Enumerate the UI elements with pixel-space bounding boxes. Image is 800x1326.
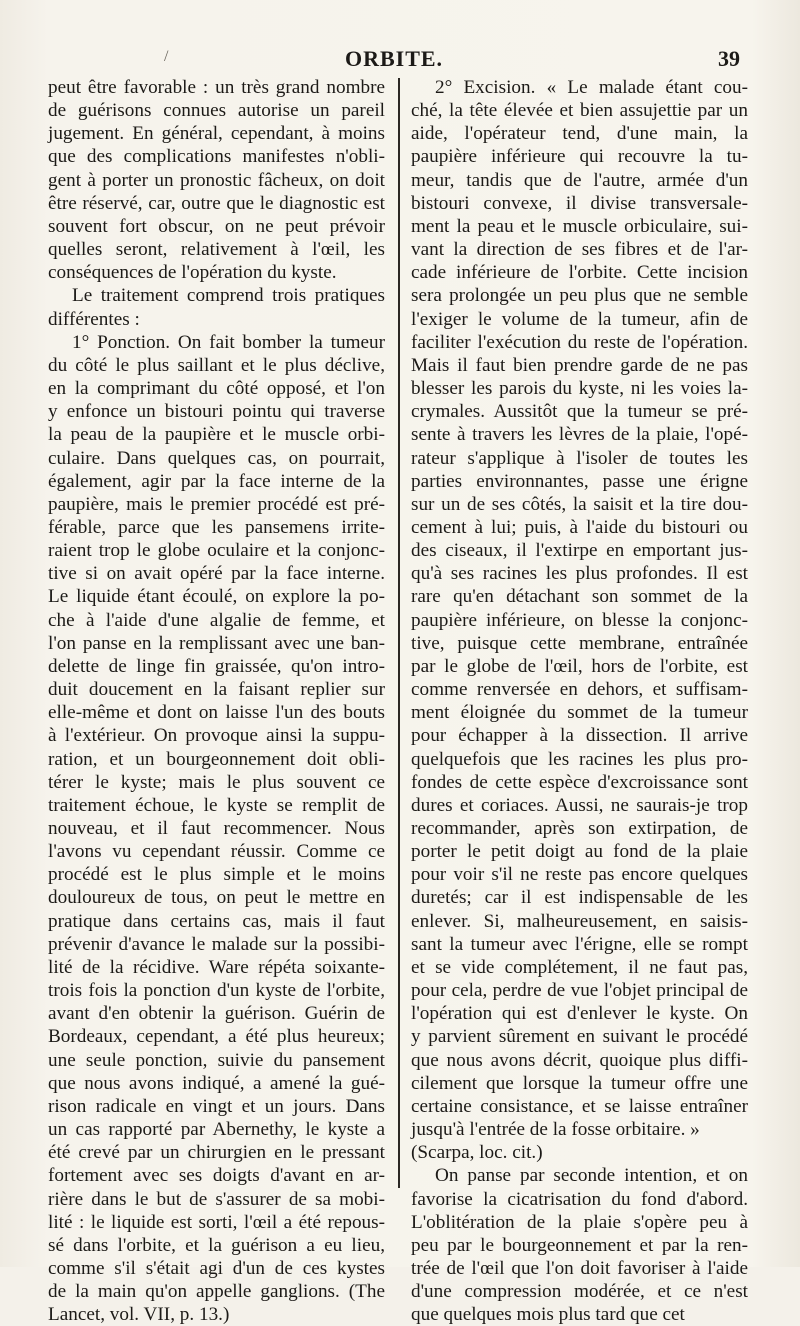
text-line: que quelques mois plus tard que cet: [411, 1304, 685, 1326]
text-line: bistouri convexe, il divise transversale-: [411, 192, 748, 214]
text-line: conséquences de l'opération du kyste.: [48, 262, 337, 284]
text-line: jusqu'à l'entrée de la fosse orbitaire. »: [411, 1119, 700, 1141]
text-line: en la comprimant du côté opposé, et l'on: [48, 378, 385, 400]
text-line: que nous avons indiqué, a amené la gué-: [48, 1072, 385, 1094]
text-line: tive si on avait opéré par la face interne.: [48, 563, 385, 585]
text-line: par le globe de l'œil, hors de l'orbite, est: [411, 655, 748, 677]
text-line: On panse par seconde intention, et on: [435, 1165, 748, 1187]
text-line: (Scarpa, loc. cit.): [411, 1142, 543, 1164]
text-line: y parvient sûrement en suivant le procédé: [411, 1026, 748, 1048]
text-line: rison radicale en vingt et un jours. Dans: [48, 1095, 385, 1117]
text-line: l'exiger le volume de la tumeur, afin de: [411, 308, 748, 330]
text-line: rateur s'applique à l'isoler de toutes les: [411, 447, 748, 469]
text-line: pour cela, perdre de vue l'objet principal de: [411, 980, 748, 1002]
text-line: pour échapper à la dissection. Il arrive: [411, 725, 748, 747]
text-line: peu par le bourgeonnement et par la ren-: [411, 1234, 748, 1256]
text-line: qu'à ses racines les plus profondes. Il est: [411, 563, 748, 585]
text-line: crymales. Aussitôt que la tumeur se pré-: [411, 401, 748, 423]
column-divider-rule: [398, 78, 400, 1188]
text-line: Mais il faut bien prendre garde de ne pas: [411, 354, 748, 376]
text-line: paupière inférieure, on blesse la conjonc-: [411, 609, 748, 631]
text-line: Le traitement comprend trois pratiques: [72, 285, 385, 307]
text-line: Bordeaux, cependant, a été plus heureux;: [48, 1026, 385, 1048]
text-line: traitement échoue, le kyste se remplit de: [48, 794, 385, 816]
text-line: d'une compression modérée, et ce n'est: [411, 1281, 748, 1303]
text-line: paupière, mais le premier procédé est pré-: [48, 493, 385, 515]
text-line: procédé est le plus simple et le moins: [48, 864, 385, 886]
text-line: la peau de la paupière et le muscle orbi-: [48, 424, 385, 446]
text-line: nouveau, et il faut recommencer. Nous: [48, 818, 385, 839]
text-line: ment éloignée du sommet de la tumeur: [411, 702, 748, 724]
text-line: férable, parce que les pansemens irrite-: [48, 516, 385, 538]
text-line: che à l'aide d'une algalie de femme, et: [48, 609, 385, 631]
text-line: et se vide complétement, il ne faut pas,: [411, 956, 748, 978]
text-line: Le liquide étant écoulé, on explore la po-: [48, 586, 385, 608]
text-line: cilement que lorsque la tumeur offre une: [411, 1072, 748, 1094]
text-line: culaire. Dans quelques cas, on pourrait,: [48, 447, 385, 469]
text-line: prévenir d'avance le malade sur la possibi-: [48, 933, 385, 955]
text-line: comme s'il s'était agi d'un de ces kystes: [48, 1257, 385, 1279]
text-line: du côté le plus saillant et le plus déclive,: [48, 354, 385, 376]
text-line: des ciseaux, il l'extirpe en emportant jus-: [411, 540, 748, 562]
text-line: paupière inférieure qui recouvre la tu-: [411, 146, 748, 168]
text-line: 1° Ponction. On fait bomber la tumeur: [72, 331, 385, 353]
text-line: y enfonce un bistouri pointu qui traverse: [48, 401, 385, 423]
text-line: ration, et un bourgeonnement doit obli-: [48, 748, 385, 770]
text-line: quelles seront, relativement à l'œil, les: [48, 239, 385, 261]
text-line: trée de l'œil que l'on doit favoriser à l'aide: [411, 1257, 748, 1279]
text-line: de la main qu'on appelle ganglions. (The: [48, 1281, 385, 1303]
text-line: meur, tandis que de l'autre, armée d'un: [411, 169, 748, 191]
text-line: l'avons vu cependant réussir. Comme ce: [48, 841, 385, 863]
text-line: lité de la récidive. Ware répéta soixante-: [48, 956, 385, 978]
text-line: porter le petit doigt au fond de la plaie: [411, 841, 748, 863]
text-line: être réservé, car, outre que le diagnostic est: [48, 192, 385, 214]
text-line: souvent fort obscur, on ne peut prévoir: [48, 215, 385, 237]
text-line: raient trop le globe oculaire et la conjonc-: [48, 540, 385, 562]
text-line: faciliter l'exécution du reste de l'opération.: [411, 331, 748, 353]
text-line: L'oblitération de la plaie s'opère peu à: [411, 1211, 748, 1233]
text-line: cement à lui; puis, à l'aide du bistouri ou: [411, 516, 748, 538]
text-line: l'on panse en la remplissant avec une ban-: [48, 632, 385, 654]
left-text-column: [48, 76, 385, 1326]
text-line: un cas rapporté par Abernethy, le kyste a: [48, 1119, 385, 1141]
text-line: rare qu'en détachant son sommet de la: [411, 586, 748, 608]
text-line: comme renversée en dehors, et suffisam-: [411, 679, 748, 701]
text-line: que nous avons décrit, quoique plus diffi-: [411, 1049, 748, 1071]
text-line: différentes :: [48, 308, 140, 330]
text-line: sera prolongée un peu plus que ne semble: [411, 285, 748, 307]
text-line: blesser les parois du kyste, ni les voies la-: [411, 378, 748, 400]
right-text-column: [411, 76, 748, 1326]
page-number: 39: [718, 46, 740, 71]
text-line: delette de linge fin graissée, qu'on intro-: [48, 655, 385, 677]
text-line: dures et coriaces. Aussi, ne saurais-je trop: [411, 794, 748, 816]
text-line: été crevé par un chirurgien en le pressant: [48, 1142, 385, 1164]
text-line: duretés; car il est indispensable de les: [411, 887, 748, 909]
text-line: ment la peau et le muscle orbiculaire, sui-: [411, 215, 748, 237]
text-line: elle-même et dont on laisse l'un des bouts: [48, 702, 385, 724]
text-line: ché, la tête élevée et bien assujettie par un: [411, 100, 748, 122]
text-line: vant la direction de ses fibres et de l'ar-: [411, 239, 748, 261]
text-line: également, agir par la face interne de la: [48, 470, 385, 492]
text-line: fortement avec ses doigts d'avant en ar-: [48, 1165, 385, 1187]
text-line: douloureux de tous, on peut le mettre en: [48, 887, 385, 909]
text-line: jugement. En général, cependant, à moins: [48, 123, 385, 145]
text-line: de guérisons connues autorise un pareil: [48, 100, 385, 122]
text-line: cade inférieure de l'orbite. Cette incision: [411, 262, 748, 284]
text-line: peut être favorable : un très grand nombre: [48, 77, 385, 98]
text-line: 2° Excision. « Le malade étant cou-: [435, 77, 748, 98]
text-line: rière dans le but de s'assurer de sa mobi-: [48, 1188, 385, 1210]
text-line: sé dans l'orbite, et la guérison a eu lieu,: [48, 1234, 385, 1256]
text-line: recommander, après son extirpation, de: [411, 818, 748, 839]
text-line: duit doucement en la faisant replier sur: [48, 679, 385, 701]
text-line: fondes de cette espèce d'excroissance sont: [411, 771, 748, 793]
text-line: térer le kyste; mais le plus souvent ce: [48, 771, 385, 793]
text-line: enlever. Si, malheureusement, en saisis-: [411, 910, 748, 932]
text-line: aide, l'opérateur tend, d'une main, la: [411, 123, 748, 145]
text-line: l'opération qui est d'enlever le kyste. On: [411, 1003, 748, 1025]
text-line: que des complications manifestes n'obli-: [48, 146, 385, 168]
text-line: sente à travers les lèvres de la plaie, l'opé-: [411, 424, 748, 446]
text-line: tive, puisque cette membrane, entraînée: [411, 632, 748, 654]
text-line: sur un de ses côtés, la saisit et la tire dou-: [411, 493, 748, 515]
running-header: [48, 38, 740, 72]
text-line: quelquefois que les racines les plus pro-: [411, 748, 748, 770]
text-line: une seule ponction, suivie du pansement: [48, 1049, 385, 1071]
text-line: sant la tumeur avec l'érigne, elle se rompt: [411, 933, 748, 955]
stray-mark: /: [164, 48, 169, 65]
text-line: gent à porter un pronostic fâcheux, on doit: [48, 169, 385, 191]
text-line: pour voir s'il ne reste pas encore quelques: [411, 864, 748, 886]
text-line: certaine consistance, et se laisse entraîner: [411, 1095, 748, 1117]
running-title: ORBITE.: [344, 46, 444, 71]
text-line: pratique dans certains cas, mais il faut: [48, 910, 385, 932]
text-line: avant d'en obtenir la guérison. Guérin de: [48, 1003, 385, 1025]
text-line: parties environnantes, passe une érigne: [411, 470, 748, 492]
text-line: à l'extérieur. On provoque ainsi la suppu-: [48, 725, 385, 747]
text-line: Lancet, vol. VII, p. 13.): [48, 1304, 230, 1326]
text-line: lité : le liquide est sorti, l'œil a été repous-: [48, 1211, 385, 1233]
text-line: favorise la cicatrisation du fond d'abord.: [411, 1188, 748, 1210]
text-line: trois fois la ponction d'un kyste de l'orbite,: [48, 980, 385, 1002]
